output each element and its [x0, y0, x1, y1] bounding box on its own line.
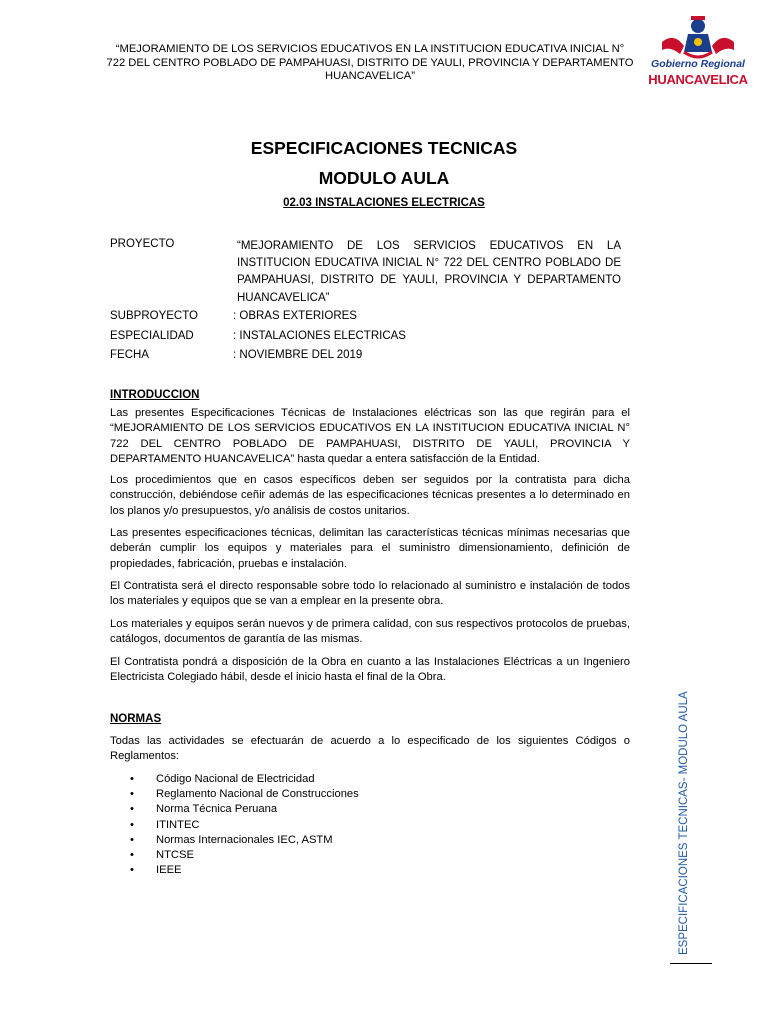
list-item — [130, 848, 359, 863]
list-item — [130, 818, 359, 833]
subproyecto-value: : OBRAS EXTERIORES — [233, 310, 357, 322]
normas-intro: Todas las actividades se efectuarán de acuerdo a lo especificado de los siguientes Códigos o Reglamentos: — [110, 735, 630, 763]
bullet-icon: • — [130, 818, 134, 831]
bullet-icon: • — [130, 788, 134, 801]
intro-paragraph-2: Los procedimientos que en casos específicos deben ser seguidos por la contratista para dicha construcción, debiéndose ceñir además de las especificaciones técnicas presentes a lo determinado en los planos y/o presupuestos, y/o análisis de costos unitarios. — [110, 474, 630, 517]
list-item — [130, 787, 359, 802]
list-item-text: ITINTEC — [156, 818, 200, 831]
document-title: ESPECIFICACIONES TECNICAS — [250, 138, 518, 158]
header-project-title: “MEJORAMIENTO DE LOS SERVICIOS EDUCATIVOS EN LA INSTITUCION EDUCATIVA INICIAL N° 722 DEL CENTRO POBLADO DE PAMPAHUASI, DISTRITO DE YAULI, PROVINCIA Y DEPARTAMENTO HUANCAVELICA” — [106, 43, 634, 82]
subproyecto-label: SUBPROYECTO — [110, 310, 198, 322]
intro-paragraph-5: Los materiales y equipos serán nuevos y de primera calidad, con sus respectivos protocolos de pruebas, catálogos, documentos de garantía de las mismas. — [110, 618, 630, 646]
list-item — [130, 802, 359, 817]
fecha-value: : NOVIEMBRE DEL 2019 — [233, 349, 363, 361]
list-item-text: NTCSE — [156, 849, 194, 862]
document-subtitle: MODULO AULA — [318, 168, 450, 188]
list-item-text: IEEE — [156, 864, 182, 877]
logo-text-gobierno-regional: Gobierno Regional — [651, 58, 745, 70]
vertical-side-label: ESPECIFICACIONES TECNICAS- MODULO AULA — [678, 691, 690, 955]
section-code-title: 02.03 INSTALACIONES ELECTRICAS — [283, 197, 485, 209]
bullet-icon: • — [130, 849, 134, 862]
especialidad-value: : INSTALACIONES ELECTRICAS — [233, 330, 406, 342]
bullet-icon: • — [130, 864, 134, 877]
bullet-icon: • — [130, 773, 134, 785]
bullet-icon: • — [130, 833, 134, 846]
list-item-text: Código Nacional de Electricidad — [156, 773, 315, 785]
especialidad-label: ESPECIALIDAD — [110, 330, 194, 342]
normas-list — [130, 772, 359, 878]
intro-paragraph-3: Las presentes especificaciones técnicas, delimitan las características técnicas mínimas necesarias que deberán cumplir los equipos y materiales para el suministro dimensionamiento, definición de propiedades, fabricación, pruebas e instalación. — [110, 527, 630, 570]
proyecto-label: PROYECTO — [110, 238, 175, 250]
bullet-icon: • — [130, 803, 134, 816]
intro-paragraph-1: Las presentes Especificaciones Técnicas de Instalaciones eléctricas son las que regirán para el “MEJORAMIENTO DE LOS SERVICIOS EDUCATIVOS EN LA INSTITUCION EDUCATIVA INICIAL N° 722 DEL CENTRO POBLADO DE PAMPAHUASI, DISTRITO DE YAULI, PROVINCIA Y DEPARTAMENTO HUANCAVELICA” hasta quedar a entera satisfacción de la Entidad. — [110, 407, 630, 466]
intro-paragraph-4: El Contratista será el directo responsable sobre todo lo relacionado al suministro e instalación de todos los materiales y equipos que se van a emplear en la presente obra. — [110, 580, 630, 608]
logo-text-huancavelica: HUANCAVELICA — [648, 72, 748, 87]
side-divider-line — [670, 963, 712, 964]
list-item-text: Normas Internacionales IEC, ASTM — [156, 833, 333, 846]
list-item — [130, 772, 359, 787]
intro-paragraph-6: El Contratista pondrá a disposición de la Obra en cuanto a las Instalaciones Eléctricas a un Ingeniero Electricista Colegiado hábil, desde el inicio hasta el final de la Obra. — [110, 656, 630, 684]
list-item — [130, 833, 359, 848]
introduccion-heading: INTRODUCCION — [110, 389, 200, 401]
proyecto-value: “MEJORAMIENTO DE LOS SERVICIOS EDUCATIVOS EN LA INSTITUCION EDUCATIVA INICIAL N° 722 DEL CENTRO POBLADO DE PAMPAHUASI, DISTRITO DE YAULI, PROVINCIA Y DEPARTAMENTO HUANCAVELICA” — [237, 240, 621, 304]
fecha-label: FECHA — [110, 349, 149, 361]
list-item — [130, 863, 359, 878]
list-item-text: Reglamento Nacional de Construcciones — [156, 788, 359, 801]
normas-heading: NORMAS — [110, 713, 162, 725]
gobierno-regional-logo — [648, 12, 748, 87]
list-item-text: Norma Técnica Peruana — [156, 803, 278, 816]
